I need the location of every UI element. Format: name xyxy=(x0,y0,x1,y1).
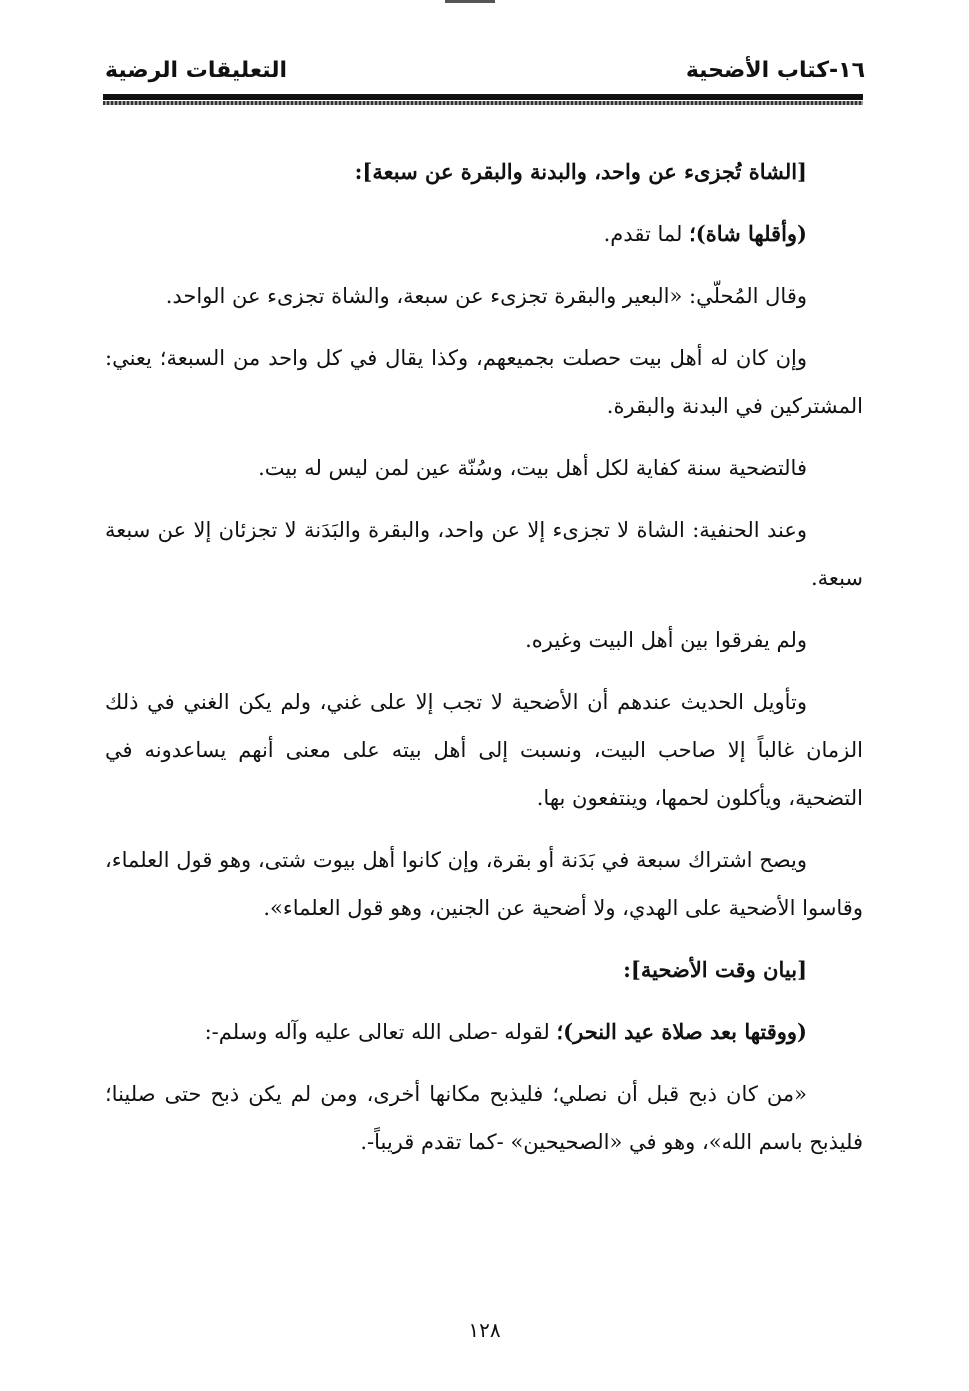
chapter-title: ١٦-كتاب الأضحية xyxy=(685,58,865,83)
section-heading-sharing xyxy=(105,148,863,196)
commentary-text: لما تقدم. xyxy=(603,222,690,246)
running-header xyxy=(105,58,865,94)
header-rule-thin xyxy=(103,101,863,105)
page-number: ١٢٨ xyxy=(468,1318,501,1342)
paragraph xyxy=(105,210,863,258)
top-edge-mark xyxy=(445,0,495,3)
paragraph xyxy=(105,334,863,430)
heading-text: [بيان وقت الأضحية]: xyxy=(623,957,807,982)
paragraph-text: فالتضحية سنة كفاية لكل أهل بيت، وسُنّة عين لمن ليس له بيت. xyxy=(258,456,807,480)
paragraph xyxy=(105,1008,863,1056)
paragraph xyxy=(105,836,863,932)
matn-text: (وأقلها شاة)؛ xyxy=(689,221,807,246)
paragraph-text: وقال المُحلّي: «البعير والبقرة تجزىء عن سبعة، والشاة تجزىء عن الواحد. xyxy=(165,284,807,308)
section-heading-time xyxy=(105,946,863,994)
paragraph xyxy=(105,616,863,664)
paragraph xyxy=(105,506,863,602)
paragraph-text: وعند الحنفية: الشاة لا تجزىء إلا عن واحد، والبقرة والبَدَنة لا تجزئان إلا عن سبعة سبعة. xyxy=(105,518,863,590)
paragraph xyxy=(105,678,863,822)
paragraph xyxy=(105,1070,863,1166)
paragraph-text: ولم يفرقوا بين أهل البيت وغيره. xyxy=(525,628,807,652)
matn-text: (ووقتها بعد صلاة عيد النحر)؛ xyxy=(556,1019,807,1044)
book-title: التعليقات الرضية xyxy=(105,58,288,83)
commentary-text: لقوله -صلى الله تعالى عليه وآله وسلم-: xyxy=(204,1020,557,1044)
hadith-text: «من كان ذبح قبل أن نصلي؛ فليذبح مكانها أخرى، ومن لم يكن ذبح حتى صلينا؛ فليذبح باسم الله»، وهو في «الصحيحين» -كما تقدم قريباً-. xyxy=(105,1082,863,1154)
header-rule-thick xyxy=(103,94,863,100)
paragraph-text: وتأويل الحديث عندهم أن الأضحية لا تجب إلا على غني، ولم يكن الغني في ذلك الزمان غالباً إلا صاحب البيت، ونسبت إلى أهل بيته على معنى أنهم يساعدونه في التضحية، ويأكلون لحمها، وينتفعون بها. xyxy=(105,690,863,810)
paragraph-text: ويصح اشتراك سبعة في بَدَنة أو بقرة، وإن كانوا أهل بيوت شتى، وهو قول العلماء، وقاسوا الأضحية على الهدي، ولا أضحية عن الجنين، وهو قول العلماء». xyxy=(105,848,863,920)
paragraph xyxy=(105,272,863,320)
page-body xyxy=(105,148,863,1180)
paragraph-text: وإن كان له أهل بيت حصلت بجميعهم، وكذا يقال في كل واحد من السبعة؛ يعني: المشتركين في البدنة والبقرة. xyxy=(105,346,863,418)
paragraph xyxy=(105,444,863,492)
heading-text: [الشاة تُجزىء عن واحد، والبدنة والبقرة عن سبعة]: xyxy=(354,159,807,184)
